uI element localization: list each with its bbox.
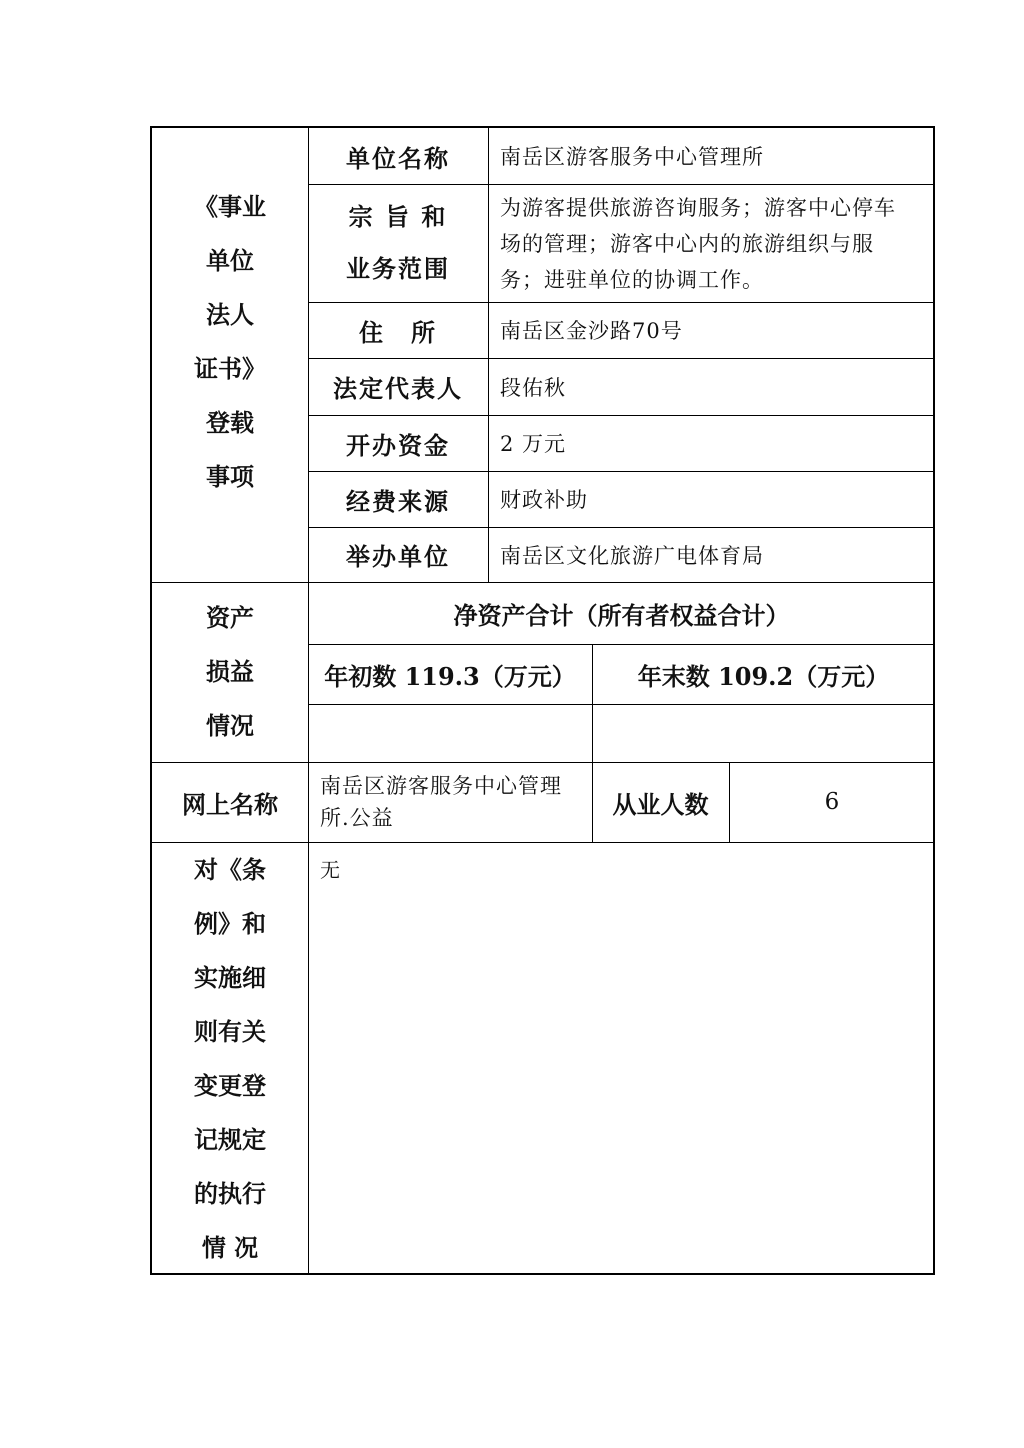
section-label-line: 损益 xyxy=(206,657,254,686)
year-begin-value xyxy=(308,704,592,762)
registration-form-table xyxy=(150,126,935,1275)
section-label-line: 《事业 xyxy=(194,192,266,221)
staff-count-label: 从业人数 xyxy=(612,789,709,819)
section-label-line: 则有关 xyxy=(194,1016,266,1046)
address-value: 南岳区金沙路70号 xyxy=(500,319,683,343)
value-line: 南岳区游客服务中心管理 xyxy=(320,774,562,798)
label-line: 业务范围 xyxy=(346,254,450,283)
legal-representative-value: 段佑秋 xyxy=(500,375,566,400)
purpose-scope-label xyxy=(308,184,488,302)
compliance-section-label xyxy=(152,842,308,1275)
online-name-value xyxy=(308,762,592,842)
assets-section-label xyxy=(152,582,308,762)
label-line: 宗 旨 和 xyxy=(348,202,448,231)
section-label-line: 单位 xyxy=(206,246,254,275)
year-end-value xyxy=(592,704,935,762)
purpose-scope-value xyxy=(488,184,935,302)
registration-section-label xyxy=(152,128,308,582)
section-label-line: 对《条 xyxy=(194,854,266,884)
staff-count-value: 6 xyxy=(824,789,840,815)
year-begin-label: 年初数 119.3（万元） xyxy=(324,661,576,691)
value-line: 场的管理；游客中心内的旅游组织与服 xyxy=(500,232,874,256)
section-label-line: 资产 xyxy=(206,603,254,632)
opening-funds-label: 开办资金 xyxy=(346,430,450,460)
section-label-line: 情况 xyxy=(206,711,254,740)
funding-source-label: 经费来源 xyxy=(346,486,450,516)
unit-name-label: 单位名称 xyxy=(346,143,450,173)
online-name-label: 网上名称 xyxy=(182,789,278,819)
value-line: 务；进驻单位的协调工作。 xyxy=(500,268,764,292)
section-label-line: 法人 xyxy=(206,300,254,329)
legal-representative-label: 法定代表人 xyxy=(333,374,463,403)
section-label-line: 证书》 xyxy=(194,354,266,383)
section-label-line: 登载 xyxy=(206,408,254,437)
section-label-line: 变更登 xyxy=(194,1070,266,1100)
sponsor-unit-value: 南岳区文化旅游广电体育局 xyxy=(500,543,764,568)
section-label-line: 事项 xyxy=(206,462,254,491)
section-label-line: 例》和 xyxy=(194,908,266,938)
value-line: 为游客提供旅游咨询服务；游客中心停车 xyxy=(500,196,896,220)
unit-name-value: 南岳区游客服务中心管理所 xyxy=(500,145,764,169)
section-label-line: 情 况 xyxy=(201,1232,259,1262)
sponsor-unit-label: 举办单位 xyxy=(346,542,450,571)
net-assets-header: 净资产合计（所有者权益合计） xyxy=(453,600,790,630)
section-label-line: 实施细 xyxy=(194,962,266,992)
compliance-value: 无 xyxy=(320,858,341,882)
funding-source-value: 财政补助 xyxy=(500,488,588,512)
section-label-line: 记规定 xyxy=(194,1124,266,1154)
section-label-line: 的执行 xyxy=(194,1178,266,1208)
address-label: 住 所 xyxy=(359,317,437,347)
year-end-label: 年末数 109.2（万元） xyxy=(637,661,890,691)
opening-funds-value: 2 万元 xyxy=(500,432,567,456)
value-line: 所.公益 xyxy=(320,806,394,830)
